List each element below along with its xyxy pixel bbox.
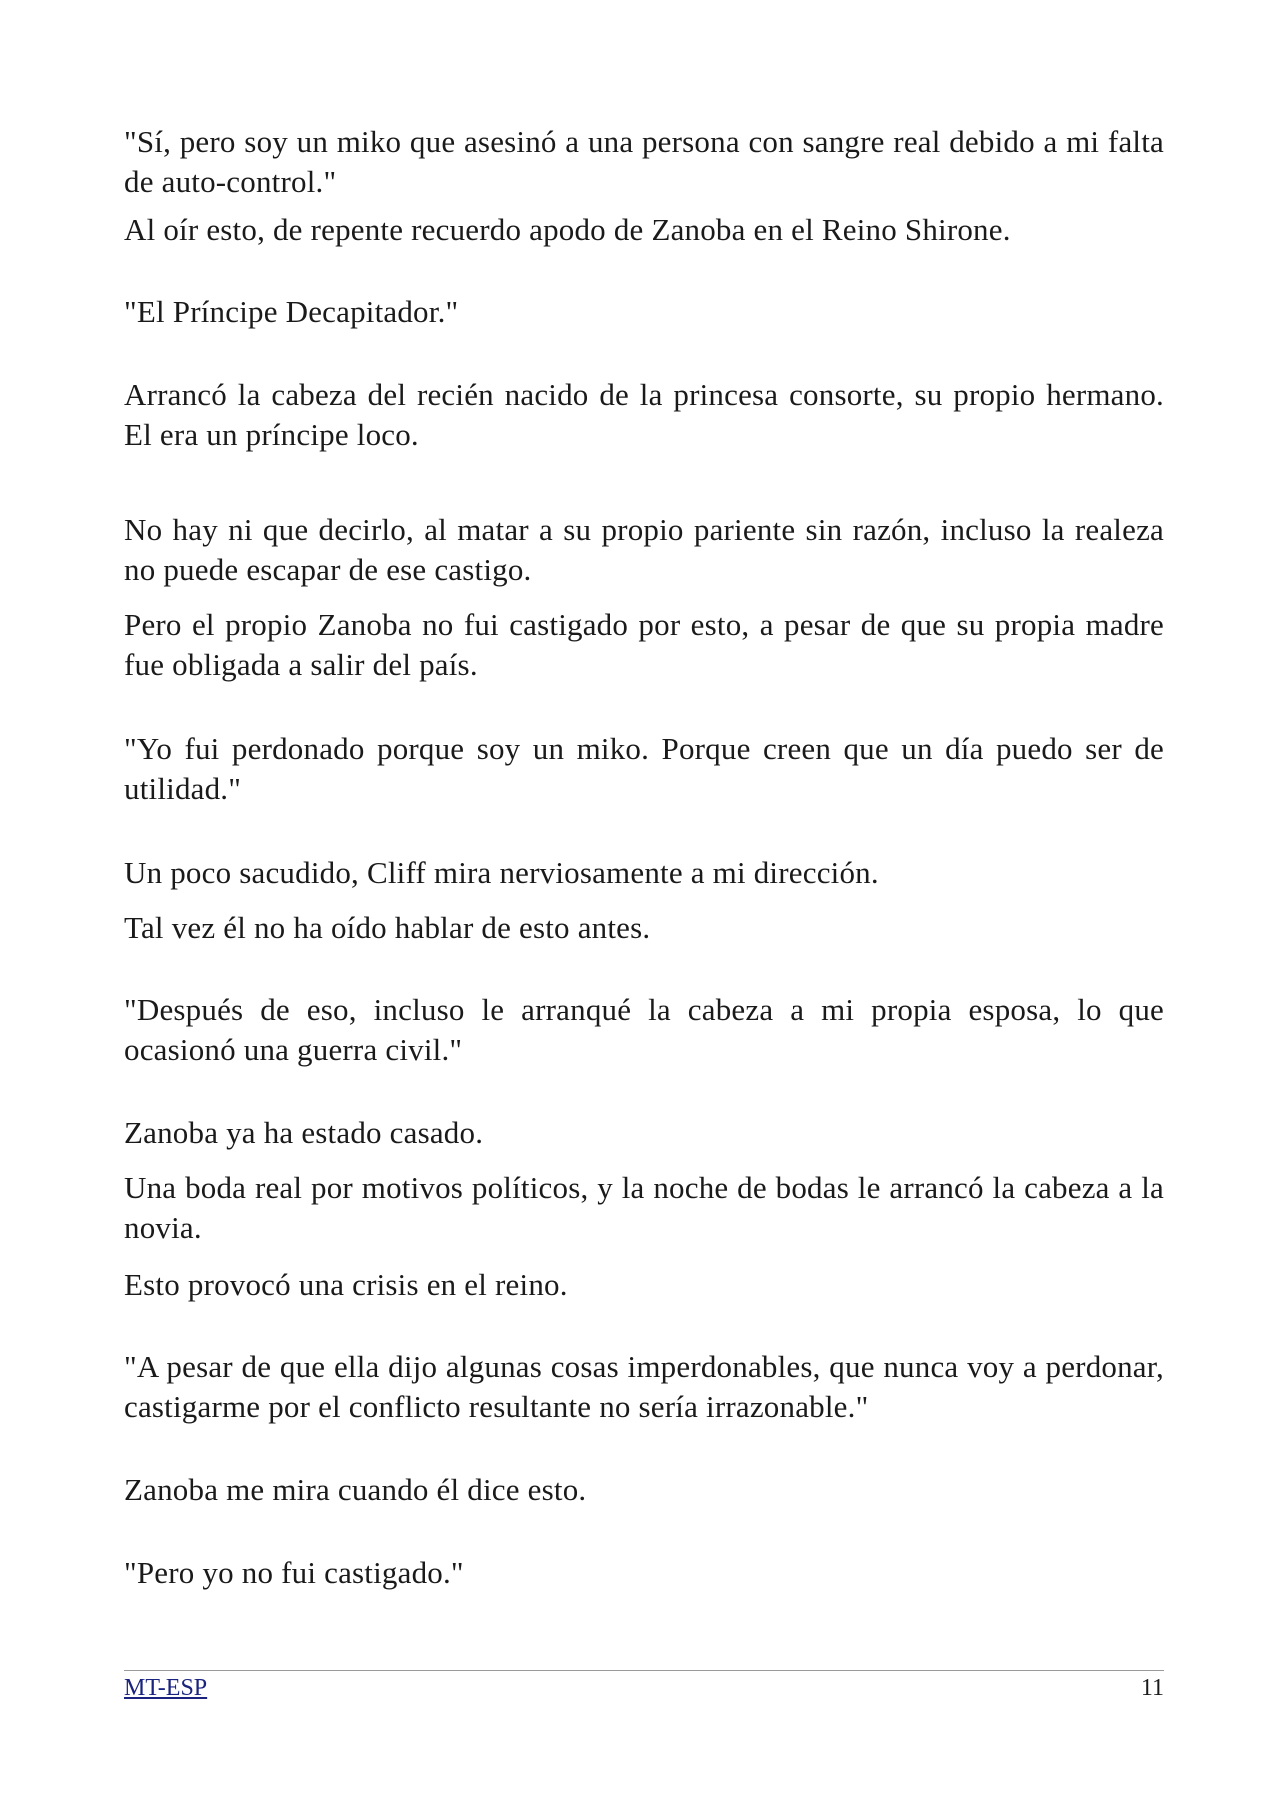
- paragraph-3: "El Príncipe Decapitador.": [124, 294, 459, 329]
- page-number: 11: [1140, 1675, 1164, 1701]
- paragraph-2: Al oír esto, de repente recuerdo apodo de Zanoba en el Reino Shirone.: [124, 212, 1011, 247]
- paragraph-5: No hay ni que decirlo, al matar a su propio pariente sin razón, incluso la realeza no puede escapar de ese castigo.: [124, 512, 1164, 587]
- paragraph-13: Esto provocó una crisis en el reino.: [124, 1267, 568, 1302]
- paragraph-10: "Después de eso, incluso le arranqué la cabeza a mi propia esposa, lo que ocasionó una guerra civil.": [124, 992, 1164, 1067]
- paragraph-15: Zanoba me mira cuando él dice esto.: [124, 1472, 587, 1507]
- paragraph-8: Un poco sacudido, Cliff mira nerviosamente a mi dirección.: [124, 855, 879, 890]
- paragraph-4: Arrancó la cabeza del recién nacido de la princesa consorte, su propio hermano. El era un príncipe loco.: [124, 377, 1164, 452]
- paragraph-11: Zanoba ya ha estado casado.: [124, 1115, 484, 1150]
- paragraph-7: "Yo fui perdonado porque soy un miko. Porque creen que un día puedo ser de utilidad.": [124, 731, 1164, 806]
- paragraph-6: Pero el propio Zanoba no fui castigado por esto, a pesar de que su propia madre fue obligada a salir del país.: [124, 607, 1164, 682]
- paragraph-12: Una boda real por motivos políticos, y la noche de bodas le arrancó la cabeza a la novia.: [124, 1170, 1164, 1245]
- paragraph-16: "Pero yo no fui castigado.": [124, 1555, 464, 1590]
- footer-source-link[interactable]: MT-ESP: [124, 1675, 208, 1701]
- paragraph-1: "Sí, pero soy un miko que asesinó a una persona con sangre real debido a mi falta de auto-control.": [124, 124, 1164, 199]
- paragraph-9: Tal vez él no ha oído hablar de esto antes.: [124, 910, 651, 945]
- paragraph-14: "A pesar de que ella dijo algunas cosas imperdonables, que nunca voy a perdonar, castigarme por el conflicto resultante no sería irrazonable.": [124, 1349, 1164, 1424]
- footer-divider: [124, 1670, 1164, 1671]
